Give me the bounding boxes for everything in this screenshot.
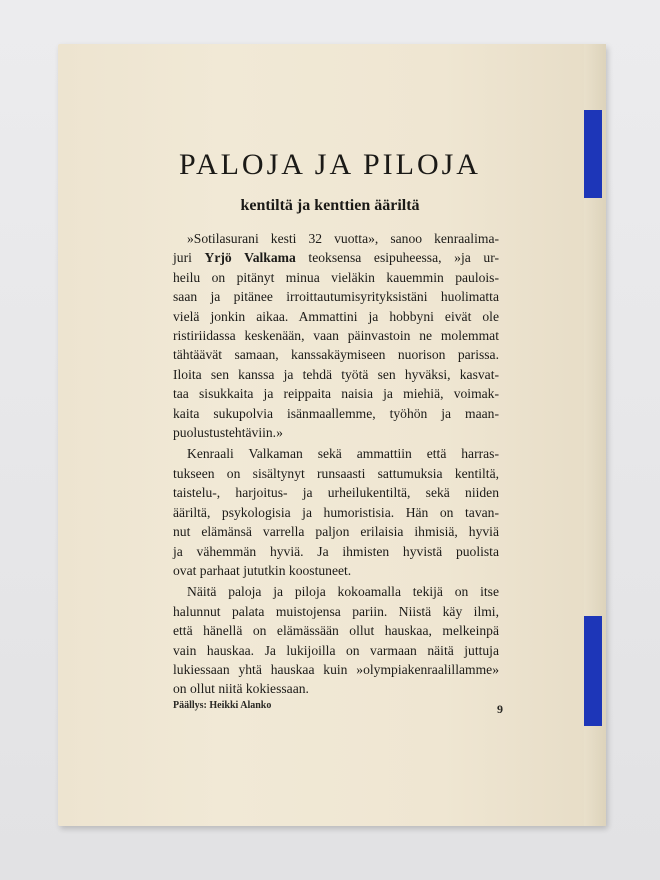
blurb-paragraph-3: [173, 582, 499, 698]
text-line: tähtäävät samaan, kanssakäymiseen nuorison parissa.: [173, 347, 499, 363]
text-line: Iloita sen kanssa ja tehdä työtä sen hyväksi, kasvat-: [173, 366, 499, 382]
text-line: että hänellä on elämässään ollut hauskaa, melkeinpä: [173, 623, 499, 639]
text-line: ovat parhaat jututkin koostuneet.: [173, 562, 352, 578]
text-line: lukiessaan yhtä hauskaa kuin »olympiakenraalillamme»: [173, 661, 499, 677]
blurb-paragraph-1: [173, 229, 499, 442]
text-line: taistelu-, harjoitus- ja urheilukentiltä, sekä niiden: [173, 485, 499, 501]
text-line: on ollut niitä kokiessaan.: [173, 681, 309, 697]
blurb-paragraph-2: [173, 444, 499, 580]
text-line: halunnut palata muistojensa pariin. Niistä käy ilmi,: [173, 603, 499, 619]
book-subtitle: kentiltä ja kenttien ääriltä: [240, 197, 420, 214]
text-line: vain hauskaa. Ja lukijoilla on varmaan näitä juttuja: [173, 642, 499, 658]
text-line: »Sotilasurani kesti 32 vuotta», sanoo kenraalima-: [187, 231, 499, 246]
blurb-text: [173, 229, 499, 699]
text-line: saan ja pitänee irroittautumisyrityksistäni huolimatta: [173, 289, 499, 305]
text-line: ja vähemmän hyviä. Ja ihmisten hyvistä puolista: [173, 543, 499, 559]
text-line: heilu on pitänyt minua vieläkin kauemmin paulois-: [173, 269, 499, 285]
text-line: kaita sukupolvia isänmaallemme, työhön ja maan-: [173, 405, 499, 421]
spine-blue-mark-bottom: [584, 616, 602, 726]
cover-credit: Päällys: Heikki Alanko: [173, 700, 272, 711]
text-line: juri Yrjö Valkama teoksensa esipuheessa, »ja ur-: [173, 250, 500, 266]
text-line: taa sisukkaita ja reippaita naisia ja miehiä, voimak-: [173, 386, 499, 402]
page-number: 9: [497, 702, 503, 716]
text-line: Kenraali Valkaman sekä ammattiin että harras-: [187, 446, 499, 462]
text-line: ristiriidassa keskenään, vaan päinvastoin ne molemmat: [173, 328, 499, 344]
author-name: Yrjö Valkama: [204, 250, 296, 266]
text-line: tukseen on sisältynyt runsaasti sattumuksia kentiltä,: [173, 465, 499, 481]
text-line: ääriltä, psykologisia ja humoristisia. Hän on tavan-: [173, 504, 499, 520]
book-title: PALOJA JA PILOJA: [179, 148, 481, 181]
text-line: vielä jonkin aikaa. Ammattini ja hobbyni eivät ole: [173, 308, 499, 324]
text-line: nut elämänsä varrella paljon erilaisia ihmisiä, hyviä: [173, 524, 499, 540]
text-line: Näitä paloja ja piloja kokoamalla tekijä on itse: [187, 584, 499, 600]
text-line: puolustustehtäviin.»: [173, 425, 283, 441]
